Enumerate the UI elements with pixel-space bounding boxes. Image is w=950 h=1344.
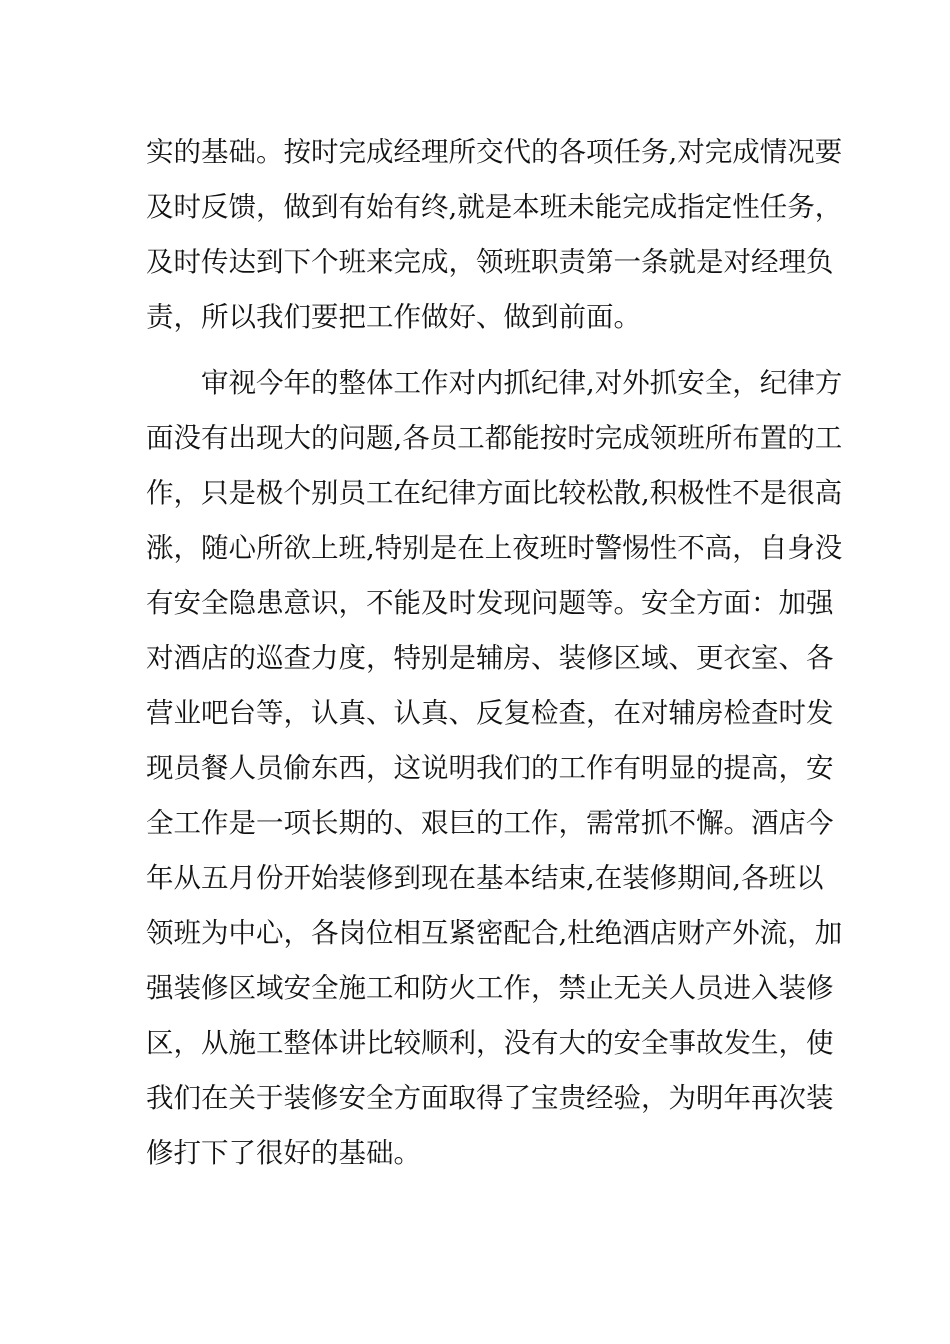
paragraph-2-line-5: 有安全隐患意识，不能及时发现问题等。安全方面：加强 [146, 587, 834, 619]
paragraph-2-line-6: 对酒店的巡查力度，特别是辅房、装修区域、更衣室、各 [146, 642, 834, 674]
paragraph-2-line-7: 营业吧台等，认真、认真、反复检查，在对辅房检查时发 [146, 697, 834, 729]
paragraph-2-line-11: 领班为中心，各岗位相互紧密配合,杜绝酒店财产外流，加 [146, 917, 843, 949]
paragraph-1-line-2: 及时反馈，做到有始有终,就是本班未能完成指定性任务， [146, 191, 843, 223]
paragraph-1-line-3: 及时传达到下个班来完成，领班职责第一条就是对经理负 [146, 246, 834, 278]
paragraph-2-line-2: 面没有出现大的问题,各员工都能按时完成领班所布置的工 [146, 422, 843, 454]
paragraph-2-line-8: 现员餐人员偷东西，这说明我们的工作有明显的提高，安 [146, 752, 834, 784]
paragraph-2-line-15: 修打下了很好的基础。 [146, 1137, 421, 1169]
paragraph-2-line-14: 我们在关于装修安全方面取得了宝贵经验，为明年再次装 [146, 1082, 834, 1114]
paragraph-2-line-10: 年从五月份开始装修到现在基本结束,在装修期间,各班以 [146, 862, 824, 894]
paragraph-2-line-4: 涨，随心所欲上班,特别是在上夜班时警惕性不高，自身没 [146, 532, 843, 564]
paragraph-1-line-4: 责，所以我们要把工作做好、做到前面。 [146, 301, 641, 333]
paragraph-2-line-9: 全工作是一项长期的、艰巨的工作，需常抓不懈。酒店今 [146, 807, 834, 839]
paragraph-2-line-13: 区，从施工整体讲比较顺利，没有大的安全事故发生，使 [146, 1027, 834, 1059]
paragraph-1-line-1: 实的基础。按时完成经理所交代的各项任务,对完成情况要 [146, 136, 843, 168]
paragraph-2-line-1: 审视今年的整体工作对内抓纪律,对外抓安全，纪律方 [201, 367, 843, 399]
paragraph-2-line-3: 作，只是极个别员工在纪律方面比较松散,积极性不是很高 [146, 477, 843, 509]
paragraph-2-line-12: 强装修区域安全施工和防火工作，禁止无关人员进入装修 [146, 972, 834, 1004]
